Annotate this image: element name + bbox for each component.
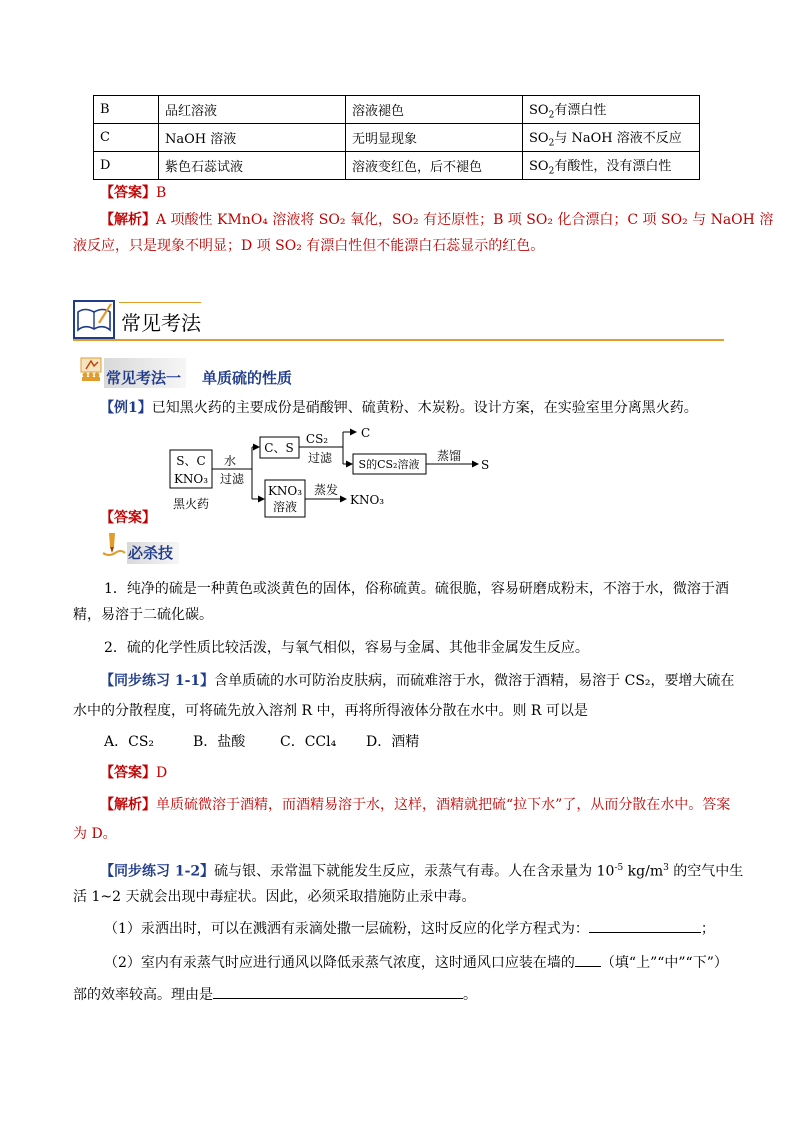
step1-bottom-label: 过滤 — [219, 472, 245, 486]
unit-text: kg/m — [623, 863, 664, 880]
table-row — [94, 152, 700, 180]
step2-top-label: CS₂ — [305, 432, 329, 446]
exercise-label: 【同步练习 1-1】 — [100, 673, 215, 689]
exercise-text: 的空气中生 — [668, 863, 744, 880]
tips-label: 必杀技 — [128, 544, 174, 562]
table-cell: $SO_2$有酸性，没有漂白性 — [523, 152, 700, 180]
table-cell: 溶液变红色，后不褪色 — [346, 152, 523, 180]
exercise-1-2-line-2: 活 1~2 天就会出现中毒症状。因此，必须采取措施防止汞中毒。 — [73, 889, 476, 905]
product-c: C — [361, 426, 371, 440]
subsection-title: 单质硫的性质 — [202, 369, 293, 387]
book-pen-icon — [73, 298, 115, 340]
tip-1-line-1: 1．纯净的硫是一种黄色或淡黄色的固体，俗称硫黄。硫很脆，容易研磨成粉末，不溶于水，微溶于酒 — [104, 581, 729, 597]
solution-box-label: S的CS₂溶液 — [358, 458, 420, 471]
section-top-rule — [119, 302, 201, 303]
kno3-box-line1: KNO₃ — [267, 484, 303, 498]
step2-bottom-label: 过滤 — [307, 451, 333, 465]
step3-label: 蒸馏 — [436, 449, 462, 463]
subsection-label: 常见考法一 — [106, 369, 182, 387]
table-cell: 无明显现象 — [346, 124, 523, 152]
question-end: ； — [700, 921, 715, 937]
exponent: 3 — [663, 863, 669, 873]
exercise-text: 硫与银、汞常温下就能发生反应，汞蒸气有毒。人在含汞量为 10 — [214, 863, 615, 880]
table-cell: $SO_2$有漂白性 — [523, 96, 700, 124]
table-cell: C — [94, 124, 159, 152]
table-cell: D — [94, 152, 159, 180]
options-table — [93, 95, 700, 180]
table-cell: NaOH 溶液 — [159, 124, 346, 152]
answer-label: 【答案】 — [100, 185, 156, 201]
tip-2: 2．硫的化学性质比较活泼，与氧气相似，容易与金属、其他非金属发生反应。 — [104, 640, 589, 656]
question-text: 部的效率较高。理由是 — [73, 987, 213, 1003]
table-cell: B — [94, 96, 159, 124]
table-cell: 品红溶液 — [159, 96, 346, 124]
exponent: -5 — [614, 863, 624, 873]
question-end: 。 — [463, 987, 477, 1003]
analysis-text: 单质硫微溶于酒精，而酒精易溶于水，这样，酒精就把硫“拉下水”了，从而分散在水中。答案 — [156, 797, 731, 813]
exercise-label: 【同步练习 1-2】 — [100, 863, 215, 880]
table-cell: $SO_2$与 NaOH 溶液不反应 — [523, 124, 700, 152]
exercise-text: 含单质硫的水可防治皮肤病，而硫难溶于水，微溶于酒精，易溶于 CS₂，要增大硫在 — [214, 673, 735, 689]
pen-icon — [101, 531, 127, 559]
option-c: C．CCl₄ — [280, 734, 337, 750]
separation-flow-diagram — [160, 420, 500, 520]
question-1 — [104, 918, 715, 939]
question-2-line-2 — [73, 984, 477, 1005]
people-icon — [80, 357, 104, 381]
cs-box-label: C、S — [264, 441, 294, 455]
example-line — [100, 398, 698, 418]
product-s: S — [481, 458, 490, 472]
analysis-line-2: 为 D。 — [73, 826, 117, 842]
example-text: 已知黑火药的主要成份是硝酸钾、硫黄粉、木炭粉。设计方案，在实验室里分离黑火药。 — [151, 400, 698, 416]
question-text: （2）室内有汞蒸气时应进行通风以降低汞蒸气浓度，这时通风口应装在墙的 — [104, 955, 575, 971]
analysis-line-1 — [100, 795, 730, 815]
kno3-box-line2: 溶液 — [272, 500, 298, 514]
option-b: B．盐酸 — [193, 734, 246, 750]
exercise-1-2-line-1 — [100, 858, 743, 882]
analysis-line-1 — [100, 210, 773, 230]
product-kno3: KNO₃ — [350, 493, 385, 507]
section-rule — [73, 339, 724, 341]
question-text: （填“上”“中”“下”） — [600, 955, 728, 971]
answer-label: 【答案】 — [100, 510, 156, 526]
question-text: （1）汞洒出时，可以在溅洒有汞滴处撒一层硫粉，这时反应的化学方程式为： — [104, 921, 589, 937]
section-title: 常见考法 — [121, 311, 201, 335]
answer-line — [100, 763, 167, 783]
answer-blank[interactable] — [575, 952, 601, 967]
analysis-line-2: 液反应，只是现象不明显；D 项 SO₂ 有漂白性但不能漂白石蕊显示的红色。 — [73, 238, 545, 254]
analysis-label: 【解析】 — [100, 212, 156, 228]
step4-label: 蒸发 — [313, 483, 339, 497]
option-a: A．CS₂ — [104, 734, 155, 750]
option-d: D．酒精 — [366, 734, 420, 750]
answer-value: D — [156, 765, 168, 781]
step1-top-label: 水 — [223, 454, 237, 468]
question-2 — [104, 952, 728, 973]
analysis-text: A 项酸性 KMnO₄ 溶液将 SO₂ 氧化，SO₂ 有还原性；B 项 SO₂ 化合漂白；C 项 SO₂ 与 NaOH 溶 — [156, 212, 774, 228]
start-box-line2: KNO₃ — [173, 472, 209, 486]
answer-label: 【答案】 — [100, 765, 156, 781]
table-row — [94, 96, 700, 124]
tip-1-line-2: 精，易溶于二硫化碳。 — [73, 607, 213, 623]
answer-blank[interactable] — [589, 918, 701, 933]
table-row — [94, 124, 700, 152]
exercise-1-1-line-1 — [100, 671, 735, 691]
answer-value: B — [156, 185, 167, 201]
start-box-line1: S、C — [176, 454, 206, 468]
table-cell: 溶液褪色 — [346, 96, 523, 124]
exercise-1-1-line-2: 水中的分散程度，可将硫先放入溶剂 R 中，再将所得液体分散在水中。则 R 可以是 — [73, 703, 588, 719]
start-caption: 黑火药 — [172, 497, 210, 511]
answer-line — [100, 183, 166, 203]
analysis-label: 【解析】 — [100, 797, 156, 813]
answer-blank[interactable] — [213, 984, 463, 999]
example-label: 【例1】 — [100, 400, 152, 416]
table-cell: 紫色石蕊试液 — [159, 152, 346, 180]
